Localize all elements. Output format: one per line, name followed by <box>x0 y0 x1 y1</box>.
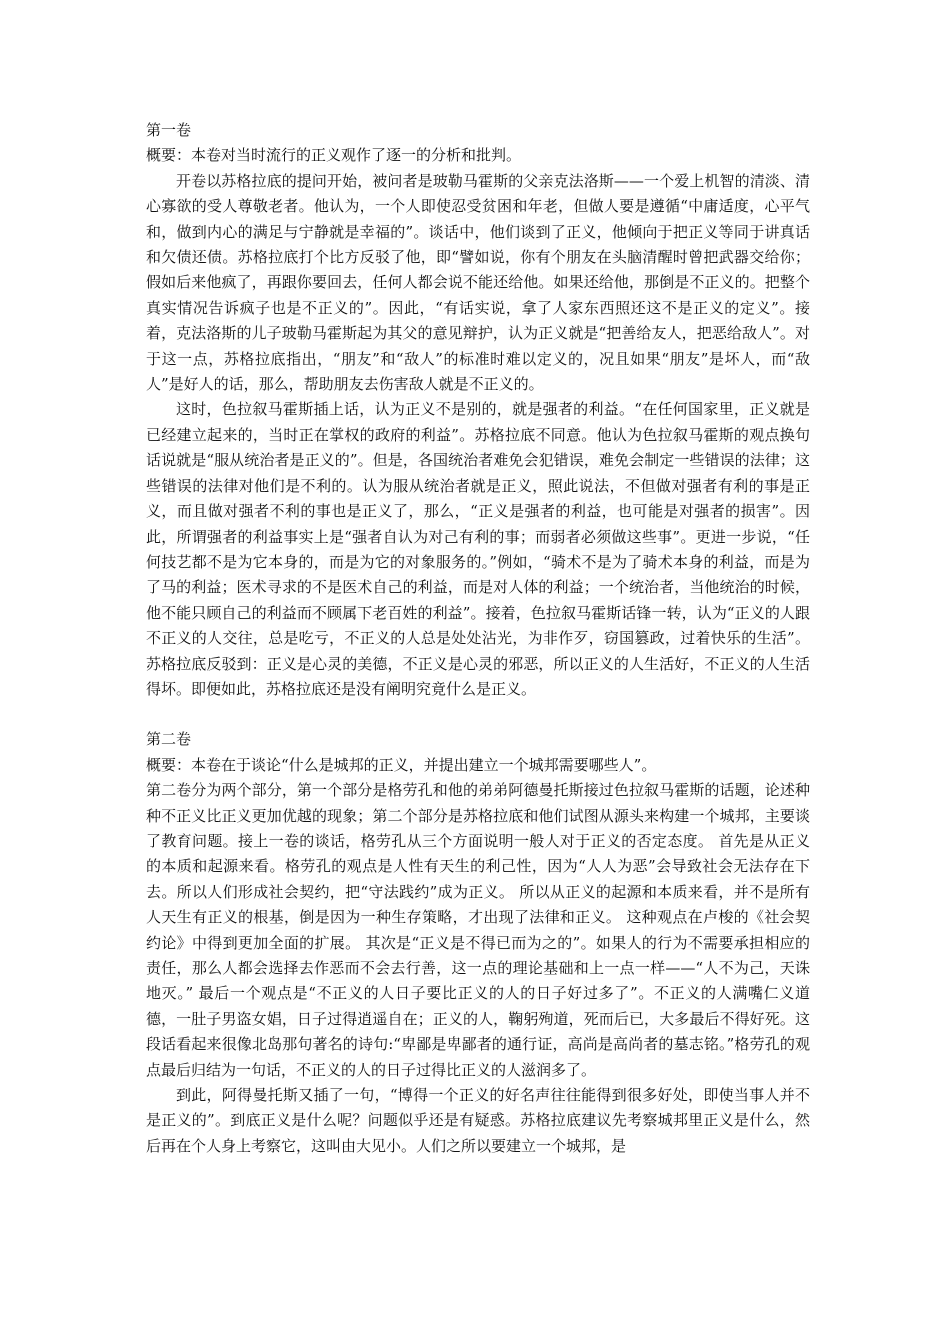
volume-1-section <box>146 118 810 702</box>
volume-2-section <box>146 727 810 1159</box>
volume-2-paragraph: 第二卷分为两个部分，第一个部分是格劳孔和他的弟弟阿德曼托斯接过色拉叙马霍斯的话题，论述种种不正义比正义更加优越的现象；第二个部分是苏格拉底和他们试图从源头来构建一个城邦，主要谈了教育问题。接上一卷的谈话，格劳孔从三个方面说明一般人对于正义的否定态度。 首先是从正义的本质和起源来看。格劳孔的观点是人性有天生的利己性，因为“人人为恶”会导致社会无法存在下去。所以人们形成社会契约，把“守法践约”成为正义。 所以从正义的起源和本质来看，并不是所有人天生有正义的根基，倒是因为一种生存策略，才出现了法律和正义。 这种观点在卢梭的《社会契约论》中得到更加全面的扩展。 其次是“正义是不得已而为之的”。如果人的行为不需要承担相应的责任，那么人都会选择去作恶而不会去行善，这一点的理论基础和上一点一样——“人不为己，天诛地灭。” 最后一个观点是“不正义的人日子要比正义的人的日子好过多了”。不正义的人满嘴仁义道德，一肚子男盗女娼，日子过得逍遥自在；正义的人，鞠躬殉道，死而后已，大多最后不得好死。这段话看起来很像北岛那句著名的诗句:“卑鄙是卑鄙者的通行证，高尚是高尚者的墓志铭。”格劳孔的观点最后归结为一句话，不正义的人的日子过得比正义的人滋润多了。 <box>146 781 810 1079</box>
volume-2-summary: 概要：本卷在于谈论“什么是城邦的正义，并提出建立一个城邦需要哪些人”。 <box>146 755 657 774</box>
volume-1-summary: 概要：本卷对当时流行的正义观作了逐一的分析和批判。 <box>146 146 522 165</box>
volume-1-paragraph: 这时，色拉叙马霍斯插上话，认为正义不是别的，就是强者的利益。“在任何国家里，正义就是已经建立起来的，当时正在掌权的政府的利益”。苏格拉底不同意。他认为色拉叙马霍斯的观点换句话说就是“服从统治者是正义的”。但是，各国统治者难免会犯错误，难免会制定一些错误的法律；这些错误的法律对他们是不利的。认为服从统治者就是正义，照此说法，不但做对强者有利的事是正义，而且做对强者不利的事也是正义了，那么，“正义是强者的利益，也可能是对强者的损害”。因此，所谓强者的利益事实上是“强者自认为对己有利的事；而弱者必须做这些事”。更进一步说，“任何技艺都不是为它本身的，而是为它的对象服务的。”例如，“骑术不是为了骑术本身的利益，而是为了马的利益；医术寻求的不是医术自己的利益，而是对人体的利益；一个统治者，当他统治的时候，他不能只顾自己的利益而不顾属下老百姓的利益”。接着，色拉叙马霍斯话锋一转，认为“正义的人跟不正义的人交往，总是吃亏，不正义的人总是处处沾光，为非作歹，窃国篡政，过着快乐的生活”。苏格拉底反驳到：正义是心灵的美德，不正义是心灵的邪恶，所以正义的人生活好，不正义的人生活得坏。即便如此，苏格拉底还是没有阐明究竟什么是正义。 <box>146 400 810 698</box>
volume-2-paragraph: 到此，阿得曼托斯又插了一句，“博得一个正义的好名声往往能得到很多好处，即使当事人并不是正义的”。到底正义是什么呢？问题似乎还是有疑惑。苏格拉底建议先考察城邦里正义是什么，然后再在个人身上考察它，这叫由大见小。人们之所以要建立一个城邦，是 <box>146 1086 810 1155</box>
volume-2-title: 第二卷 <box>146 730 192 749</box>
volume-1-title: 第一卷 <box>146 121 192 139</box>
volume-1-paragraph: 开卷以苏格拉底的提问开始，被问者是玻勒马霍斯的父亲克法洛斯——一个爱上机智的清淡、清心寡欲的受人尊敬老者。他认为，一个人即使忍受贫困和年老，但做人要是遵循“中庸适度，心平气和，做到内心的满足与宁静就是幸福的”。谈话中，他们谈到了正义，他倾向于把正义等同于讲真话和欠债还债。苏格拉底打个比方反驳了他，即“譬如说，你有个朋友在头脑清醒时曾把武器交给你；假如后来他疯了，再跟你要回去，任何人都会说不能还给他。如果还给他，那倒是不正义的。把整个真实情况告诉疯子也是不正义的”。因此，“有话实说，拿了人家东西照还这不是正义的定义”。接着，克法洛斯的儿子玻勒马霍斯起为其父的意见辩护，认为正义就是“把善给友人，把恶给敌人”。对于这一点，苏格拉底指出，“朋友”和“敌人”的标准时难以定义的，况且如果“朋友”是坏人，而“敌人”是好人的话，那么，帮助朋友去伤害敌人就是不正义的。 <box>146 171 810 394</box>
document-page <box>146 118 810 1159</box>
